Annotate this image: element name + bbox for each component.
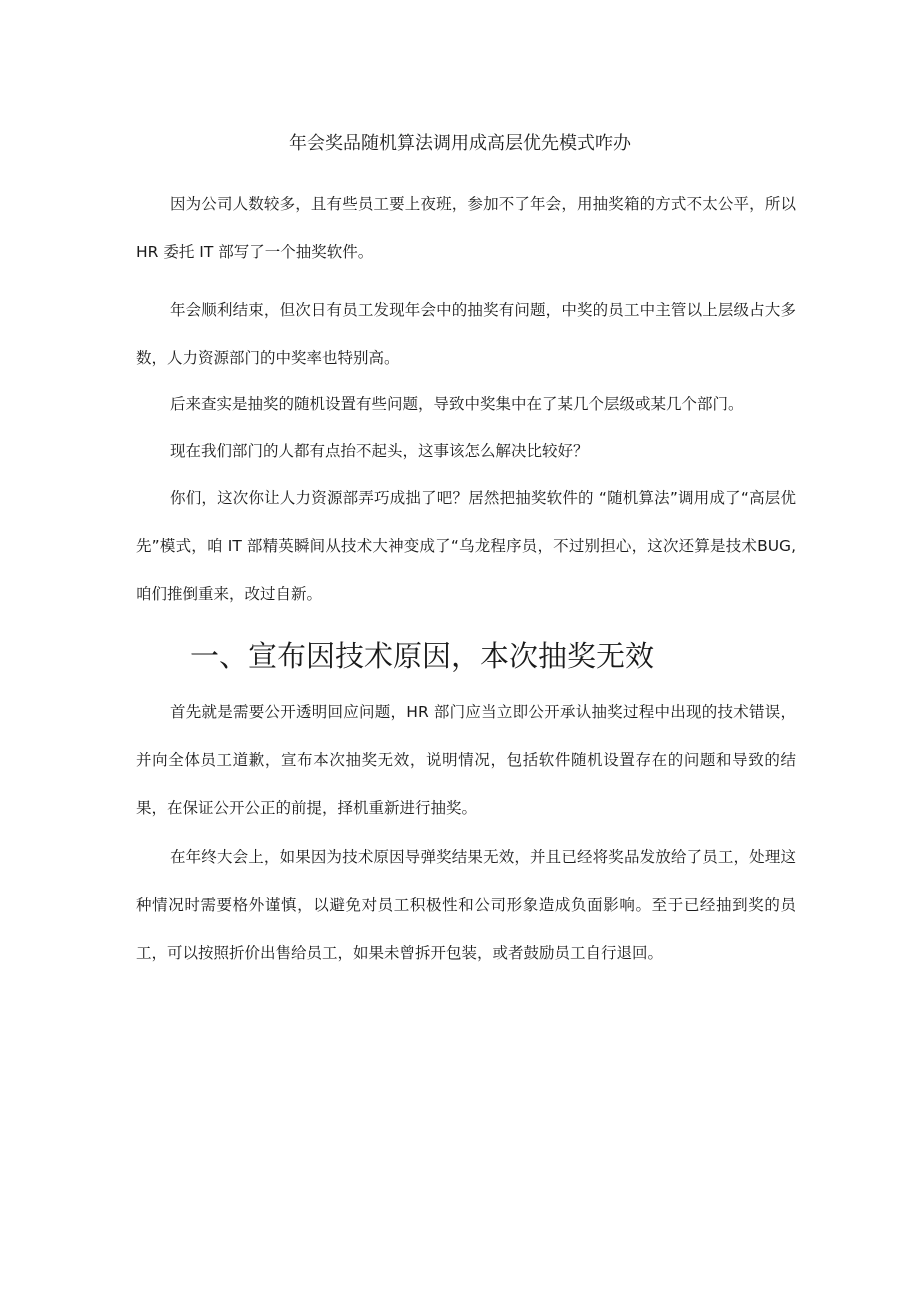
intro-paragraph-2: 年会顺利结束，但次日有员工发现年会中的抽奖有问题，中奖的员工中主管以上层级占大多数，人力资源部门的中奖率也特别高。 xyxy=(136,301,796,367)
section-1-heading: 一、宣布因技术原因，本次抽奖无效 xyxy=(190,639,655,673)
intro-paragraph-3: 后来查实是抽奖的随机设置有些问题，导致中奖集中在了某几个层级或某几个部门。 xyxy=(170,395,744,413)
section-1-paragraph-2: 在年终大会上，如果因为技术原因导弹奖结果无效，并且已经将奖品发放给了员工，处理这种情况时需要格外谨慎，以避免对员工积极性和公司形象造成负面影响。至于已经抽到奖的员工，可以按照折价出售给员工，如果未曾拆开包装，或者鼓励员工自行退回。 xyxy=(136,848,796,962)
section-1-paragraph-1: 首先就是需要公开透明回应问题，HR 部门应当立即公开承认抽奖过程中出现的技术错误，并向全体员工道歉，宣布本次抽奖无效，说明情况，包括软件随机设置存在的问题和导致的结果，在保证公开公正的前提，择机重新进行抽奖。 xyxy=(136,703,796,817)
intro-paragraph-5: 你们，这次你让人力资源部弄巧成拙了吧？居然把抽奖软件的 “随机算法”调用成了“高层优先”模式，咱 IT 部精英瞬间从技术大神变成了“乌龙程序员，不过别担心，这次还算是技术BUG,咱们推倒重来，改过自新。 xyxy=(136,489,796,603)
document-title: 年会奖品随机算法调用成高层优先模式咋办 xyxy=(289,133,631,154)
intro-paragraph-1: 因为公司人数较多，且有些员工要上夜班，参加不了年会，用抽奖箱的方式不太公平，所以HR 委托 IT 部写了一个抽奖软件。 xyxy=(136,195,796,261)
intro-paragraph-4: 现在我们部门的人都有点抬不起头，这事该怎么解决比较好？ xyxy=(170,442,589,460)
